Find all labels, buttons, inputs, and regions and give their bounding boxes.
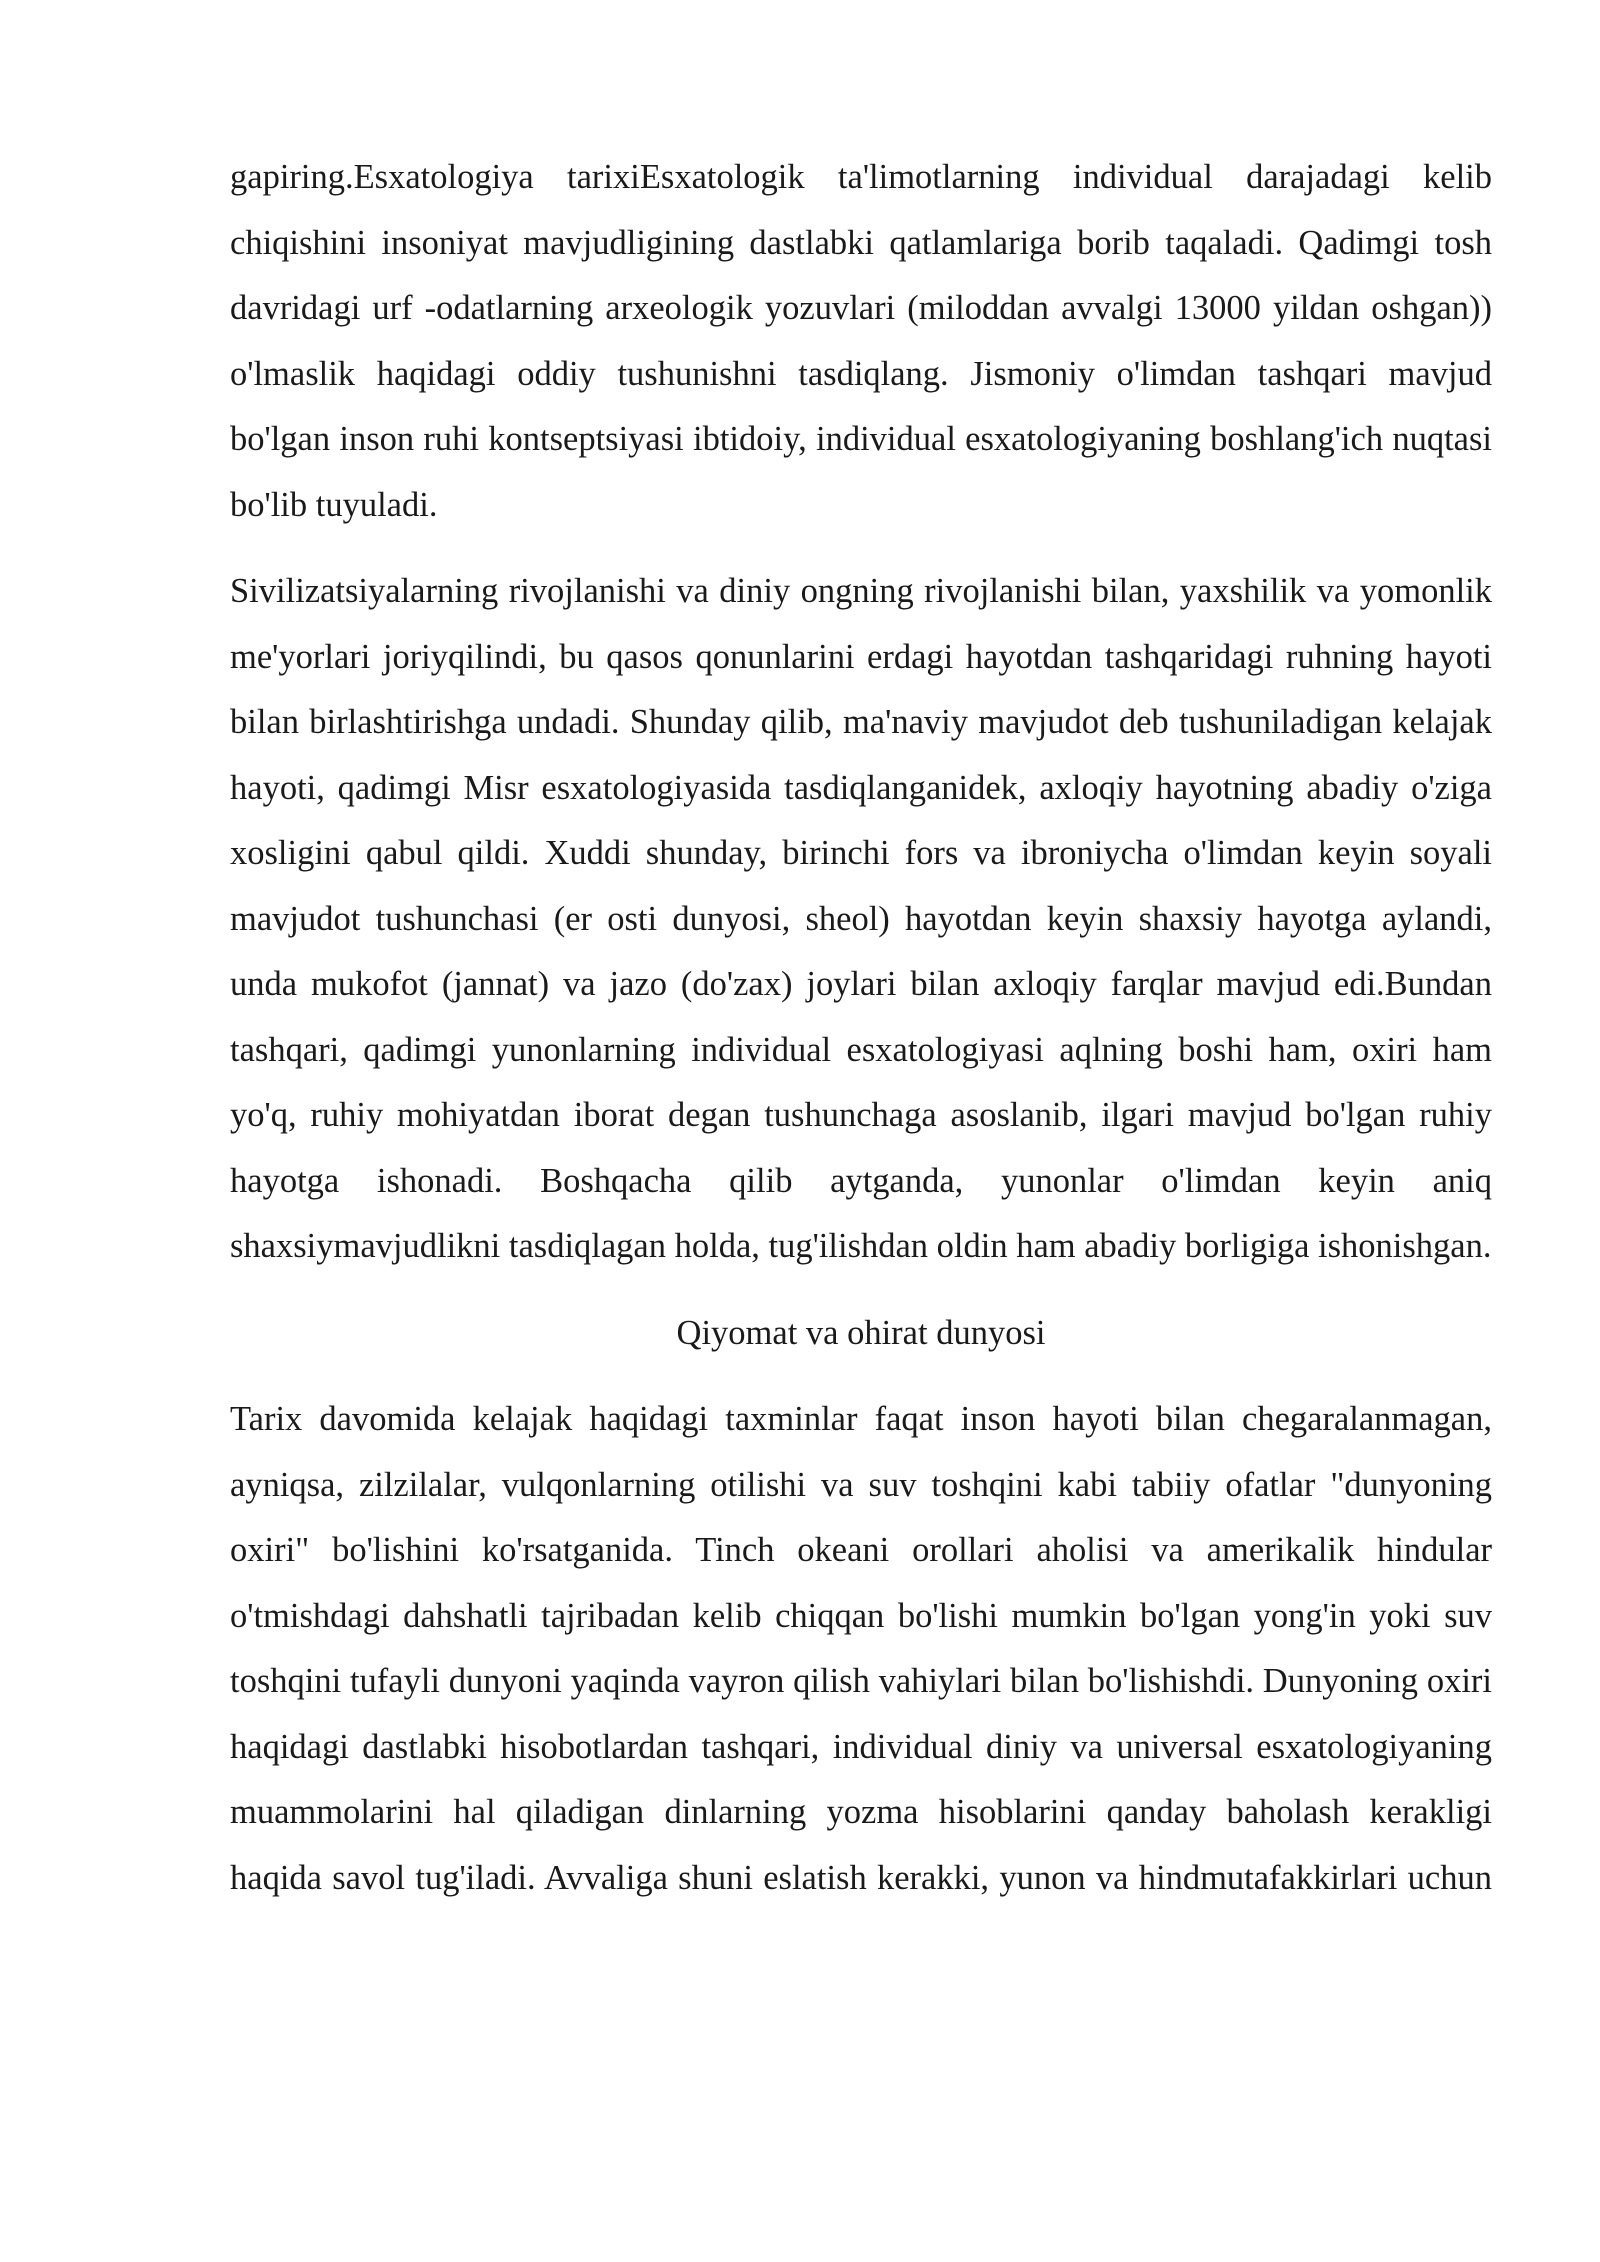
section-heading: Qiyomat va ohirat dunyosi <box>676 1313 1046 1352</box>
document-body <box>230 145 1492 1932</box>
paragraph-2: Sivilizatsiyalarning rivojlanishi va diniy ongning rivojlanishi bilan, yaxshilik va yomonlik me'yorlari joriyqilindi, bu qasos qonunlarini erdagi hayotdan tashqaridagi ruhning hayoti bilan birlashtirishga undadi. Shunday qilib, ma'naviy mavjudot deb tushuniladigan kelajak hayoti, qadimgi Misr esxatologiyasida tasdiqlanganidek, axloqiy hayotning abadiy o'ziga xosligini qabul qildi. Xuddi shunday, birinchi fors va ibroniycha o'limdan keyin soyali mavjudot tushunchasi (er osti dunyosi, sheol) hayotdan keyin shaxsiy hayotga aylandi, unda mukofot (jannat) va jazo (do'zax) joylari bilan axloqiy farqlar mavjud edi.Bundan tashqari, qadimgi yunonlarning individual esxatologiyasi aqlning boshi ham, oxiri ham yo'q, ruhiy mohiyatdan iborat degan tushunchaga asoslanib, ilgari mavjud bo'lgan ruhiy hayotga ishonadi. Boshqacha qilib aytganda, yunonlar o'limdan keyin aniq shaxsiymavjudlikni tasdiqlagan holda, tug'ilishdan oldin ham abadiy borligiga ishonishgan. <box>230 572 1492 1265</box>
paragraph-1: gapiring.Esxatologiya tarixiEsxatologik ta'limotlarning individual darajadagi kelib chiqishini insoniyat mavjudligining dastlabki qatlamlariga borib taqaladi. Qadimgi tosh davridagi urf -odatlarning arxeologik yozuvlari (miloddan avvalgi 13000 yildan oshgan)) o'lmaslik haqidagi oddiy tushunishni tasdiqlang. Jismoniy o'limdan tashqari mavjud bo'lgan inson ruhi kontseptsiyasi ibtidoiy, individual esxatologiyaning boshlang'ich nuqtasi bo'lib tuyuladi. <box>230 158 1492 524</box>
paragraph-3: Tarix davomida kelajak haqidagi taxminlar faqat inson hayoti bilan chegaralanmagan, ayniqsa, zilzilalar, vulqonlarning otilishi va suv toshqini kabi tabiiy ofatlar "dunyoning oxiri" bo'lishini ko'rsatganida. Tinch okeani orollari aholisi va amerikalik hindular o'tmishdagi dahshatli tajribadan kelib chiqqan bo'lishi mumkin bo'lgan yong'in yoki suv toshqini tufayli dunyoni yaqinda vayron qilish vahiylari bilan bo'lishishdi. Dunyoning oxiri haqidagi dastlabki hisobotlardan tashqari, individual diniy va universal esxatologiyaning muammolarini hal qiladigan dinlarning yozma hisoblarini qanday baholash kerakligi haqida savol tug'iladi. Avvaliga shuni eslatish kerakki, yunon va hindmutafakkirlari uchun <box>230 1400 1492 1897</box>
